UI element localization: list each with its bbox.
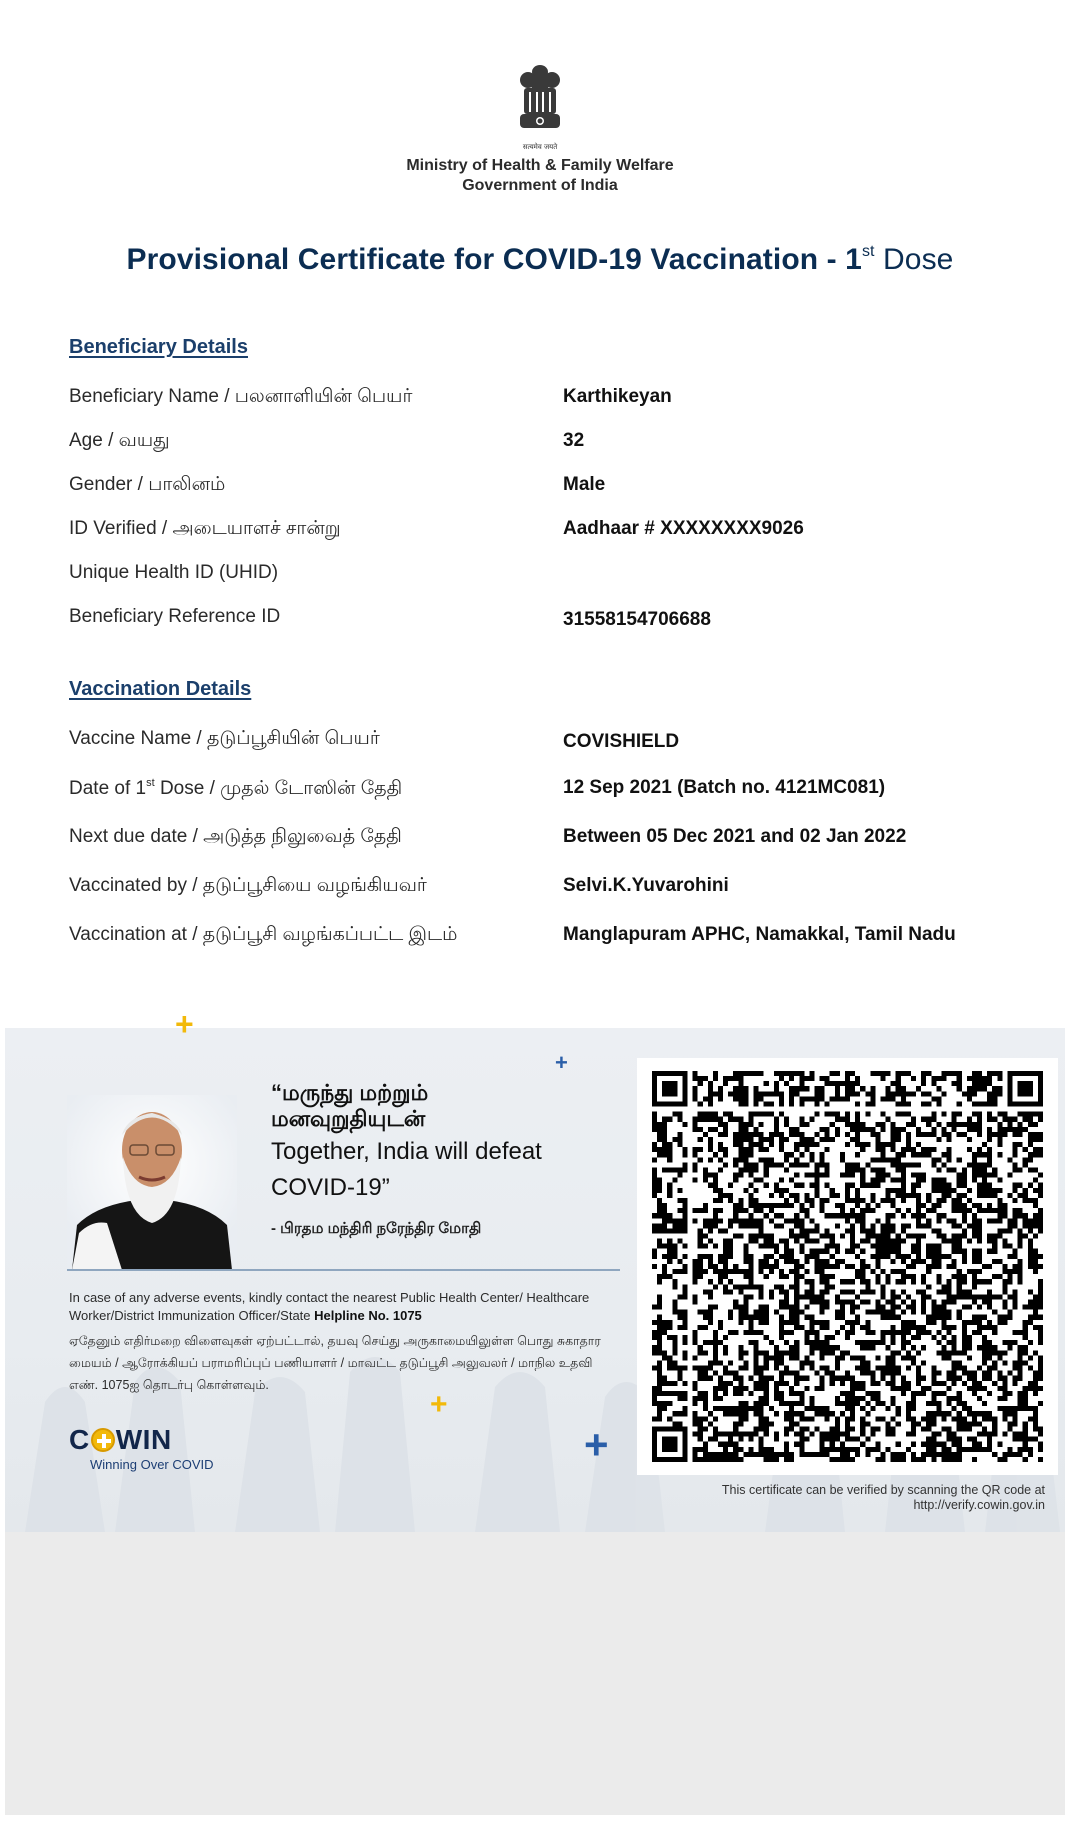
adverse-events-english	[69, 1289, 609, 1325]
blank-lower-area	[5, 1532, 1065, 1815]
qr-caption-line1: This certificate can be verified by scanning the QR code at	[721, 1483, 1045, 1497]
dose-date-value: 12 Sep 2021 (Batch no. 4121MC081)	[563, 777, 886, 798]
government-name: Government of India	[462, 177, 618, 194]
quote-tamil-line1: “மருந்து மற்றும்	[271, 1080, 429, 1105]
plus-icon: +	[584, 1421, 609, 1468]
vaccine-name-label: Vaccine Name / தடுப்பூசியின் பெயர்	[69, 728, 380, 749]
reference-id-value: 31558154706688	[563, 609, 711, 630]
quote-english-line2: COVID-19”	[271, 1174, 390, 1201]
gender-row	[69, 474, 1029, 504]
dose-date-label-sup: st	[146, 777, 155, 789]
next-due-value: Between 05 Dec 2021 and 02 Jan 2022	[563, 826, 907, 847]
dose-date-label	[69, 777, 402, 802]
quote-english-line1: Together, India will defeat	[271, 1138, 542, 1165]
vaccination-at-value: Manglapuram APHC, Namakkal, Tamil Nadu	[563, 924, 956, 945]
gender-label: Gender / பாலினம்	[69, 474, 226, 495]
next-due-row	[69, 826, 1029, 856]
reference-id-row	[69, 606, 1029, 636]
emblem-motto: सत्यमेव जयते	[522, 143, 558, 151]
vaccination-details-heading: Vaccination Details	[69, 678, 252, 700]
age-label: Age / வயது	[69, 430, 170, 451]
id-verified-value: Aadhaar # XXXXXXXX9026	[563, 518, 804, 539]
prime-minister-photo	[67, 1095, 237, 1270]
cowin-logo	[69, 1424, 214, 1472]
certificate-header	[0, 62, 1080, 196]
cowin-plus-icon	[91, 1428, 115, 1452]
vaccine-name-row	[69, 728, 1029, 758]
vaccinated-by-row	[69, 875, 1029, 905]
uhid-label: Unique Health ID (UHID)	[69, 562, 279, 583]
page-title	[0, 243, 1080, 277]
qr-code-container	[637, 1058, 1058, 1475]
beneficiary-name-label: Beneficiary Name / பலனாளியின் பெயர்	[69, 386, 413, 407]
pm-quote	[271, 1080, 621, 1239]
qr-verification-caption	[722, 1483, 1045, 1513]
plus-icon: +	[555, 1050, 568, 1075]
vaccinated-by-label: Vaccinated by / தடுப்பூசியை வழங்கியவர்	[69, 875, 427, 896]
adverse-english-text: In case of any adverse events, kindly contact the nearest Public Health Center/ Healthcare Worker/District Immunization Officer/State	[69, 1290, 590, 1323]
dose-date-row	[69, 777, 1029, 807]
quote-tamil-line2: மனவுறுதியுடன்	[271, 1106, 426, 1131]
cowin-tagline: Winning Over COVID	[90, 1457, 214, 1472]
beneficiary-name-row	[69, 386, 1029, 416]
quote-attribution: - பிரதம மந்திரி நரேந்திர மோதி	[271, 1220, 482, 1237]
beneficiary-name-value: Karthikeyan	[563, 386, 672, 407]
uhid-row	[69, 562, 1029, 592]
title-main: Provisional Certificate for COVID-19 Vaccination - 1	[126, 243, 862, 276]
banner-divider	[67, 1269, 620, 1271]
plus-icon: +	[175, 1006, 194, 1042]
helpline-number: Helpline No. 1075	[314, 1308, 422, 1323]
vaccination-at-label: Vaccination at / தடுப்பூசி வழங்கப்பட்ட இடம்	[69, 924, 458, 945]
ministry-name: Ministry of Health & Family Welfare	[406, 157, 674, 174]
dose-date-label-post: Dose / முதல் டோஸின் தேதி	[154, 778, 403, 799]
title-suffix: Dose	[874, 243, 954, 276]
cowin-logo-c: C	[69, 1424, 90, 1455]
next-due-label: Next due date / அடுத்த நிலுவைத் தேதி	[69, 826, 402, 847]
reference-id-label: Beneficiary Reference ID	[69, 606, 281, 627]
state-emblem-icon	[512, 62, 568, 154]
vaccination-at-row	[69, 924, 1029, 954]
beneficiary-details-heading: Beneficiary Details	[69, 336, 248, 358]
cowin-wordmark	[69, 1424, 214, 1456]
cowin-logo-rest: WIN	[115, 1424, 172, 1455]
adverse-events-tamil: ஏதேனும் எதிர்மறை விளைவுகள் ஏற்பட்டால், தயவு செய்து அருகாமையிலுள்ள பொது சுகாதார மையம் / ஆரோக்கியப் பராமரிப்புப் பணியாளர் / மாவட்ட தடுப்பூசி அலுவலர் / மாநில உதவி எண். 1075ஐ தொடர்பு கொள்ளவும்.	[69, 1334, 601, 1392]
age-value: 32	[563, 430, 585, 451]
vaccinated-by-value: Selvi.K.Yuvarohini	[563, 875, 729, 896]
vaccine-name-value: COVISHIELD	[563, 731, 680, 752]
qr-code-icon	[650, 1071, 1045, 1462]
id-verified-row	[69, 518, 1029, 548]
state-emblem-graphic	[512, 62, 568, 142]
plus-icon: +	[430, 1388, 448, 1421]
title-superscript: st	[861, 243, 875, 260]
age-row	[69, 430, 1029, 460]
dose-date-label-pre: Date of 1	[69, 778, 147, 799]
gender-value: Male	[563, 474, 606, 495]
id-verified-label: ID Verified / அடையாளச் சான்று	[69, 518, 341, 539]
qr-caption-url[interactable]: http://verify.cowin.gov.in	[913, 1498, 1045, 1512]
